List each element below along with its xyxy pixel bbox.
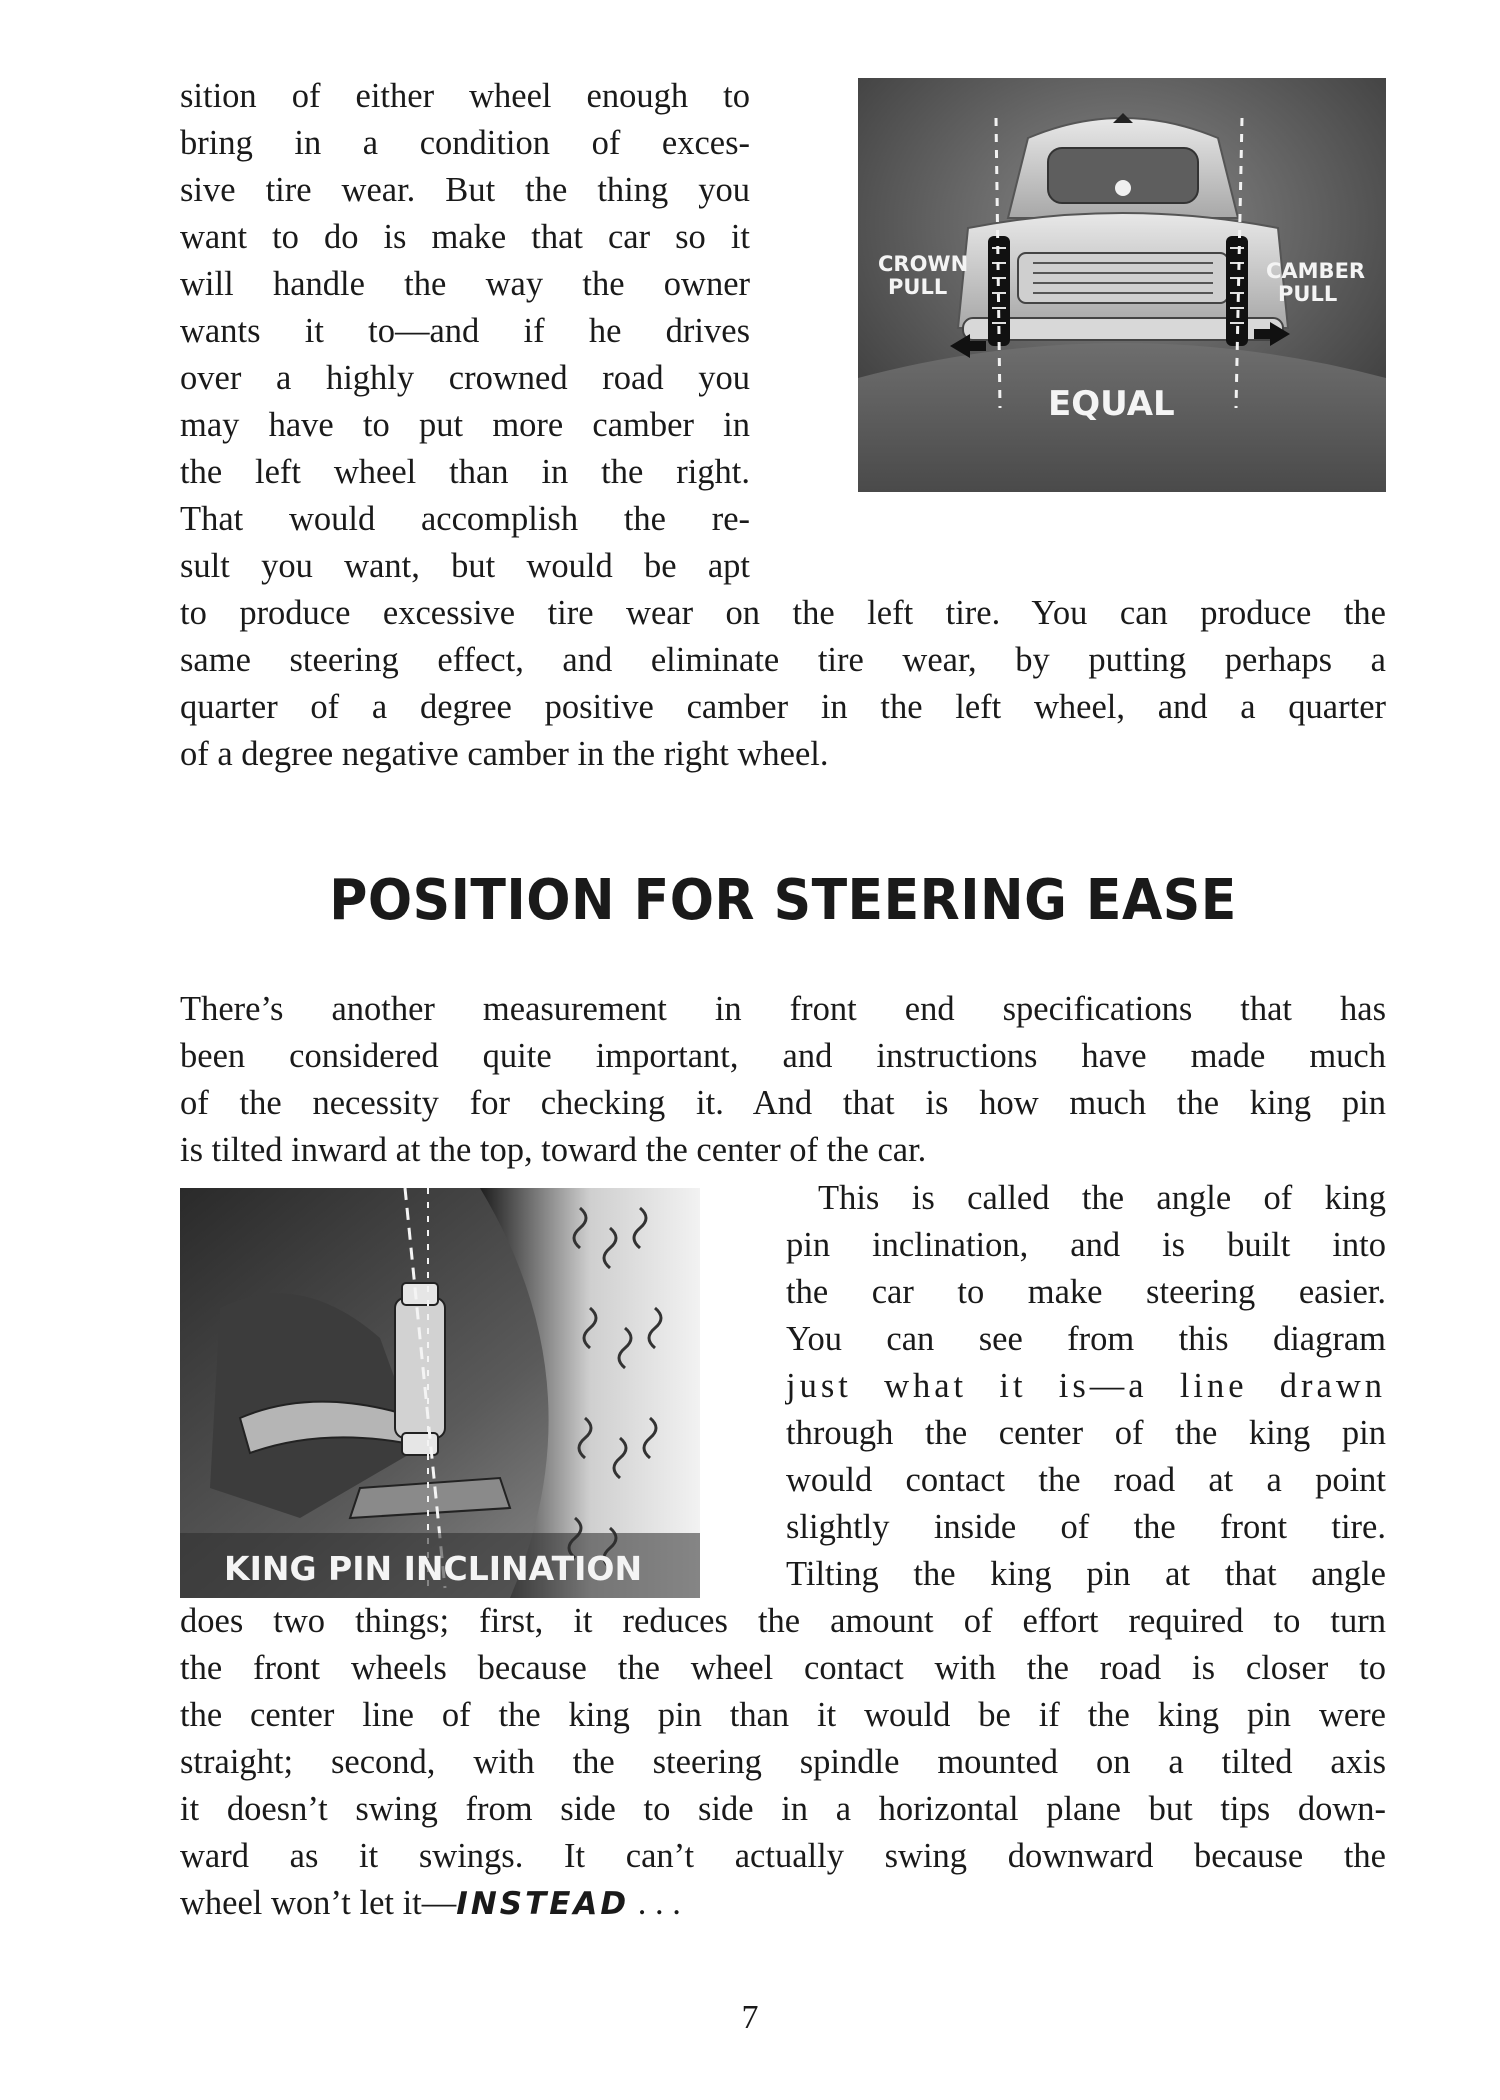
crown-pull-label: PULL bbox=[888, 275, 948, 299]
text-line: Tilting the king pin at that angle bbox=[786, 1555, 1386, 1593]
text-line: the left wheel than in the right. bbox=[180, 453, 750, 491]
text-line: sive tire wear. But the thing you bbox=[180, 171, 750, 209]
text-line: This is called the angle of king bbox=[818, 1179, 1386, 1217]
text-line: it doesn’t swing from side to side in a horizontal plane but tips down- bbox=[180, 1790, 1386, 1828]
camber-photo bbox=[858, 78, 1386, 492]
text-line: same steering effect, and eliminate tire wear, by putting perhaps a bbox=[180, 641, 1386, 679]
text-line: the front wheels because the wheel contact with the road is closer to bbox=[180, 1649, 1386, 1687]
final-text-line bbox=[180, 1880, 681, 1928]
text-line: over a highly crowned road you bbox=[180, 359, 750, 397]
text-line: of the necessity for checking it. And that is how much the king pin bbox=[180, 1084, 1386, 1122]
text-line: wants it to—and if he drives bbox=[180, 312, 750, 350]
instead-emphasis: INSTEAD bbox=[456, 1886, 630, 1922]
final-line-ellipsis: . . . bbox=[629, 1884, 681, 1922]
text-line: pin inclination, and is built into bbox=[786, 1226, 1386, 1264]
final-line-prefix: wheel won’t let it— bbox=[180, 1884, 457, 1922]
text-line: the center line of the king pin than it would be if the king pin were bbox=[180, 1696, 1386, 1734]
text-line: ward as it swings. It can’t actually swing downward because the bbox=[180, 1837, 1386, 1875]
text-line: is tilted inward at the top, toward the center of the car. bbox=[180, 1131, 927, 1169]
camber-pull-label: PULL bbox=[1278, 282, 1338, 306]
text-line: would contact the road at a point bbox=[786, 1461, 1386, 1499]
text-line: of a degree negative camber in the right wheel. bbox=[180, 735, 829, 773]
page-number: 7 bbox=[741, 1999, 759, 2036]
text-line: sult you want, but would be apt bbox=[180, 547, 750, 585]
text-line: want to do is make that car so it bbox=[180, 218, 750, 256]
text-line: straight; second, with the steering spindle mounted on a tilted axis bbox=[180, 1743, 1386, 1781]
text-line: just what it is—a line drawn bbox=[786, 1367, 1386, 1405]
text-line: may have to put more camber in bbox=[180, 406, 750, 444]
text-line: been considered quite important, and instructions have made much bbox=[180, 1037, 1386, 1075]
text-line: That would accomplish the re- bbox=[180, 500, 750, 538]
king-pin-photo bbox=[180, 1188, 700, 1598]
text-line: does two things; first, it reduces the amount of effort required to turn bbox=[180, 1602, 1386, 1640]
text-line: will handle the way the owner bbox=[180, 265, 750, 303]
text-line: There’s another measurement in front end specifications that has bbox=[180, 990, 1386, 1028]
camber-pull-label: CAMBER bbox=[1266, 259, 1366, 283]
text-line: the car to make steering easier. bbox=[786, 1273, 1386, 1311]
section-heading: POSITION FOR STEERING EASE bbox=[329, 868, 1237, 933]
text-line: to produce excessive tire wear on the left tire. You can produce the bbox=[180, 594, 1386, 632]
text-line: slightly inside of the front tire. bbox=[786, 1508, 1386, 1546]
text-line: quarter of a degree positive camber in the left wheel, and a quarter bbox=[180, 688, 1386, 726]
text-line: through the center of the king pin bbox=[786, 1414, 1386, 1452]
text-line: sition of either wheel enough to bbox=[180, 77, 750, 115]
king-pin-caption: KING PIN INCLINATION bbox=[224, 1549, 643, 1588]
king-pin-assembly bbox=[395, 1298, 445, 1438]
text-line: You can see from this diagram bbox=[786, 1320, 1386, 1358]
equal-label: EQUAL bbox=[1048, 384, 1175, 424]
crown-pull-label: CROWN bbox=[878, 252, 969, 276]
text-line: bring in a condition of exces- bbox=[180, 124, 750, 162]
